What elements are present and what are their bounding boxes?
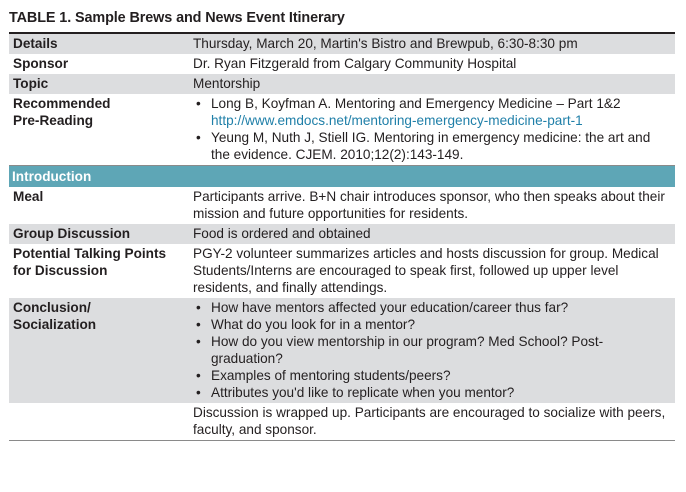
prereading-item xyxy=(193,95,672,129)
conclusion-list-cell xyxy=(190,298,675,403)
talking-points-label-line2: for Discussion xyxy=(13,263,108,278)
prereading-label-line1: Recommended xyxy=(13,96,111,111)
row-group-discussion xyxy=(9,224,675,244)
sponsor-label: Sponsor xyxy=(9,54,190,74)
conclusion-item-text: Examples of mentoring students/peers? xyxy=(211,368,451,383)
meal-label: Meal xyxy=(9,187,190,224)
conclusion-item xyxy=(193,384,672,401)
conclusion-list xyxy=(193,299,672,401)
meal-value: Participants arrive. B+N chair introduces sponsor, who then speaks about their mission and future opportunities for residents. xyxy=(190,187,675,224)
details-label: Details xyxy=(9,33,190,54)
bullet-icon: • xyxy=(196,334,201,349)
details-value: Thursday, March 20, Martin's Bistro and Brewpub, 6:30-8:30 pm xyxy=(190,33,675,54)
row-wrap-up xyxy=(9,403,675,441)
introduction-label: Introduction xyxy=(9,166,190,188)
conclusion-item-text: How have mentors affected your education/career thus far? xyxy=(211,300,569,315)
wrap-up-label-empty xyxy=(9,403,190,441)
wrap-up-value: Discussion is wrapped up. Participants are encouraged to socialize with peers, faculty, and sponsor. xyxy=(190,403,675,441)
prereading-label xyxy=(9,94,190,166)
group-discussion-value: Food is ordered and obtained xyxy=(190,224,675,244)
conclusion-label xyxy=(9,298,190,403)
bullet-icon: • xyxy=(196,130,201,145)
prereading-list xyxy=(193,95,672,163)
bullet-icon: • xyxy=(196,300,201,315)
conclusion-item xyxy=(193,367,672,384)
prereading-link[interactable]: http://www.emdocs.net/mentoring-emergency-medicine-part-1 xyxy=(211,113,583,128)
conclusion-item-text: What do you look for in a mentor? xyxy=(211,317,416,332)
topic-label: Topic xyxy=(9,74,190,94)
introduction-empty xyxy=(190,166,675,188)
row-prereading xyxy=(9,94,675,166)
conclusion-item-text: How do you view mentorship in our program? Med School? Post-graduation? xyxy=(211,334,604,366)
bullet-icon: • xyxy=(196,368,201,383)
conclusion-item-text: Attributes you'd like to replicate when you mentor? xyxy=(211,385,515,400)
bullet-icon: • xyxy=(196,317,201,332)
conclusion-label-line2: Socialization xyxy=(13,317,97,332)
row-conclusion xyxy=(9,298,675,403)
prereading-item xyxy=(193,129,672,163)
row-meal xyxy=(9,187,675,224)
topic-value: Mentorship xyxy=(190,74,675,94)
row-details xyxy=(9,33,675,54)
conclusion-item xyxy=(193,333,672,367)
talking-points-label-line1: Potential Talking Points xyxy=(13,246,167,261)
bullet-icon: • xyxy=(196,96,201,111)
conclusion-item xyxy=(193,299,672,316)
bullet-icon: • xyxy=(196,385,201,400)
conclusion-item xyxy=(193,316,672,333)
talking-points-label xyxy=(9,244,190,298)
group-discussion-label: Group Discussion xyxy=(9,224,190,244)
talking-points-value: PGY-2 volunteer summarizes articles and hosts discussion for group. Medical Students/Interns are encouraged to speak first, followed up upper level residents, and finally attendings. xyxy=(190,244,675,298)
prereading-list-cell xyxy=(190,94,675,166)
row-talking-points xyxy=(9,244,675,298)
itinerary-table xyxy=(9,32,675,441)
row-introduction xyxy=(9,166,675,188)
row-topic xyxy=(9,74,675,94)
sponsor-value: Dr. Ryan Fitzgerald from Calgary Community Hospital xyxy=(190,54,675,74)
prereading-label-line2: Pre-Reading xyxy=(13,113,94,128)
table-title: TABLE 1. Sample Brews and News Event Itinerary xyxy=(9,10,345,26)
prereading-item-text: Long B, Koyfman A. Mentoring and Emergency Medicine – Part 1&2 xyxy=(211,96,621,111)
prereading-item-text: Yeung M, Nuth J, Stiell IG. Mentoring in emergency medicine: the art and the evidence. CJEM. 2010;12(2):143-149. xyxy=(211,130,651,162)
conclusion-label-line1: Conclusion/ xyxy=(13,300,91,315)
row-sponsor xyxy=(9,54,675,74)
